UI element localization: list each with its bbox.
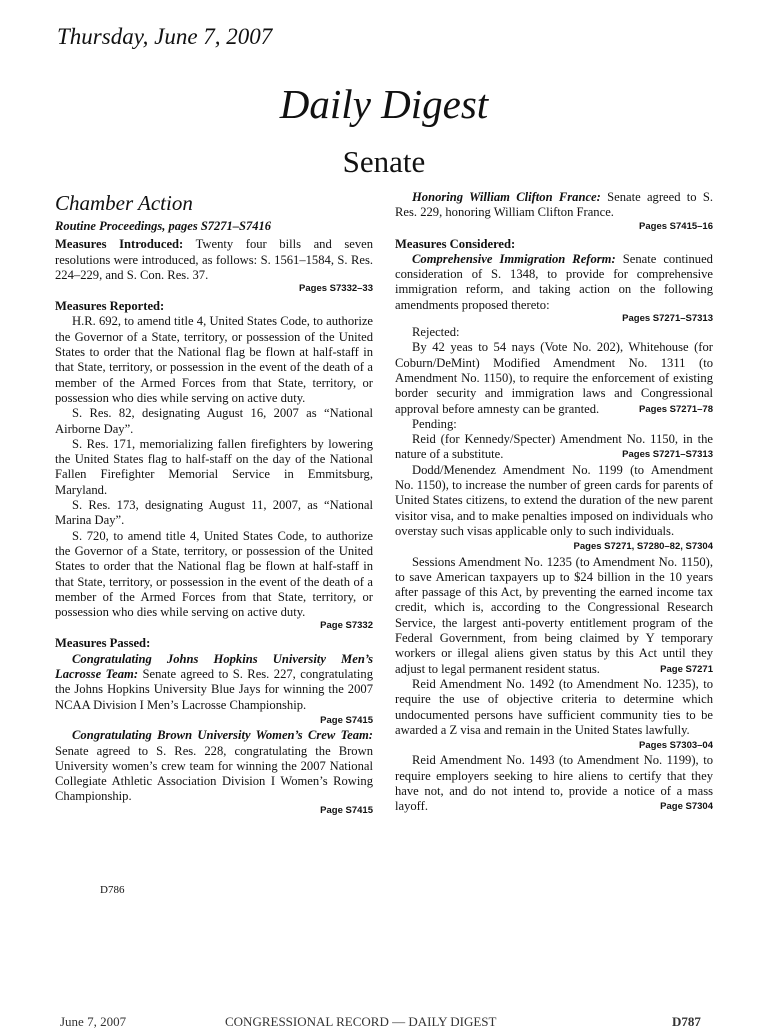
page-ref: Page S7415 [320,804,373,816]
measures-reported-heading: Measures Reported: [55,299,165,314]
measures-passed-heading: Measures Passed: [55,636,151,651]
chamber-title: Senate [342,144,426,179]
page-ref: Pages S7332–33 [299,283,373,295]
page-ref: Pages S7415–16 [639,220,713,232]
rejected-item: By 42 yeas to 54 nays (Vote No. 202), Whitehouse (for Coburn/DeMint) Modified Amendment No. 1311 (to Amendment No. 1150), to require the enforcement of existing border security and immigration laws and Congressional approval before amnesty can be granted. Pages S7271–78 [395,340,713,416]
pending-item: Sessions Amendment No. 1235 (to Amendment No. 1150), to save American taxpayers up to $24 billion in the 10 years after passage of this Act, by preventing the earned income tax credit, which is, according to the Congressional Research Service, the largest anti-poverty entitlement program of the Federal Government, from being claimed by Y temporary workers or illegal aliens given status by this Act until they adjust to legal permanent resident status. Page S7271 [395,554,713,676]
right-column [395,190,713,815]
header-date: Thursday, June 7, 2007 [57,24,273,49]
reported-item: S. Res. 82, designating August 16, 2007 as “National Airborne Day”. [55,406,373,436]
page-ref: Pages S7271–78 [639,403,713,415]
pending-label: Pending: [412,416,457,431]
footer-date: June 7, 2007 [60,1014,127,1029]
measures-considered-heading: Measures Considered: [395,236,516,251]
measures-introduced: Measures Introduced: Twenty four bills and seven resolutions were introduced, as follows: S. 1561–1584, S. Res. 224–229, and S. Con. Res. 37. [55,237,373,282]
pending-item: Reid (for Kennedy/Specter) Amendment No. 1150, in the nature of a substitute. Pages S7271–S7313 [395,432,713,462]
pending-item: Reid Amendment No. 1492 (to Amendment No. 1235), to require the use of objective criteria to determine which undocumented persons have sufficient community ties to be awarded a Z visa and remain in the United States lawfully. Pages S7303–04 [395,677,713,738]
page-ref: Pages S7303–04 [639,740,713,752]
pending-item: Reid Amendment No. 1493 (to Amendment No. 1199), to require employers seeking to hire aliens to certify that they have not, and do not intend to, provide a notice of a mass layoff. Page S7304 [395,753,713,814]
page-title: Daily Digest [279,81,489,127]
left-column [55,190,373,817]
page-ref: Page S7304 [660,801,713,813]
page-ref: Pages S7271, S7280–82, S7304 [573,541,713,553]
page-ref: Page S7415 [320,714,373,726]
passed-item: Congratulating Johns Hopkins University Men’s Lacrosse Team: Senate agreed to S. Res. 227, congratulating the Johns Hopkins University Blue Jays for winning the 2007 NCAA Division I Men’s Lacrosse Championship. Page S7415 [55,652,373,713]
page-id: D786 [100,884,125,896]
pending-item: Dodd/Menendez Amendment No. 1199 (to Amendment No. 1150), to increase the number of green cards for parents of United States citizens, to extend the duration of the new parent visitor visa, and to make penalties imposed on individuals who overstay such visas applicable only to such individuals. Pages S7271, S7280–82, S7304 [395,463,713,539]
page-ref: Page S7332 [320,620,373,632]
passed-item: Congratulating Brown University Women’s Crew Team: Senate agreed to S. Res. 228, congratulating the Brown University women’s crew team for winning the 2007 National Collegiate Athletic Association Division I Women’s Rowing Championship. [55,728,373,804]
rejected-label: Rejected: [412,325,460,340]
page-ref: Page S7271 [660,663,713,675]
page-ref: Pages S7271–S7313 [622,449,713,461]
reported-item: H.R. 692, to amend title 4, United States Code, to authorize the Governor of a State, territory, or possession of the United States to order that the National flag be flown at half-staff in that State, territory, or possession in the event of the death of a member of the Armed Forces from that State, territory, or possession who dies while serving on active duty. [55,314,373,405]
section-title: Chamber Action [55,191,193,215]
page-ref: Pages S7271–S7313 [622,313,713,325]
reported-item: S. Res. 173, designating August 11, 2007, as “National Marina Day”. [55,498,373,528]
footer-page: D787 [672,1014,701,1029]
reported-item: S. Res. 171, memorializing fallen firefighters by lowering the United States flag to half-staff on the day of the National Fallen Firefighter Memorial Service in Emmitsburg, Maryland. [55,436,373,497]
honoring-item: Honoring William Clifton France: Senate agreed to S. Res. 229, honoring William Clifton France. [395,190,713,220]
reported-item: S. 720, to amend title 4, United States Code, to authorize the Governor of a State, territory, or possession of the United States to order that the National flag be flown at half-staff in that State, territory, or possession in the event of the death of a member of the Armed Forces from that State, territory, or possession who dies while serving on active duty. [55,528,373,620]
immigration-reform-item: Comprehensive Immigration Reform: Senate continued consideration of S. 1348, to provide for comprehensive immigration reform, and taking action on the following amendments proposed thereto: [395,251,713,312]
routine-proceedings: Routine Proceedings, pages S7271–S7416 [55,219,271,233]
footer-publication: CONGRESSIONAL RECORD — DAILY DIGEST [225,1014,497,1029]
